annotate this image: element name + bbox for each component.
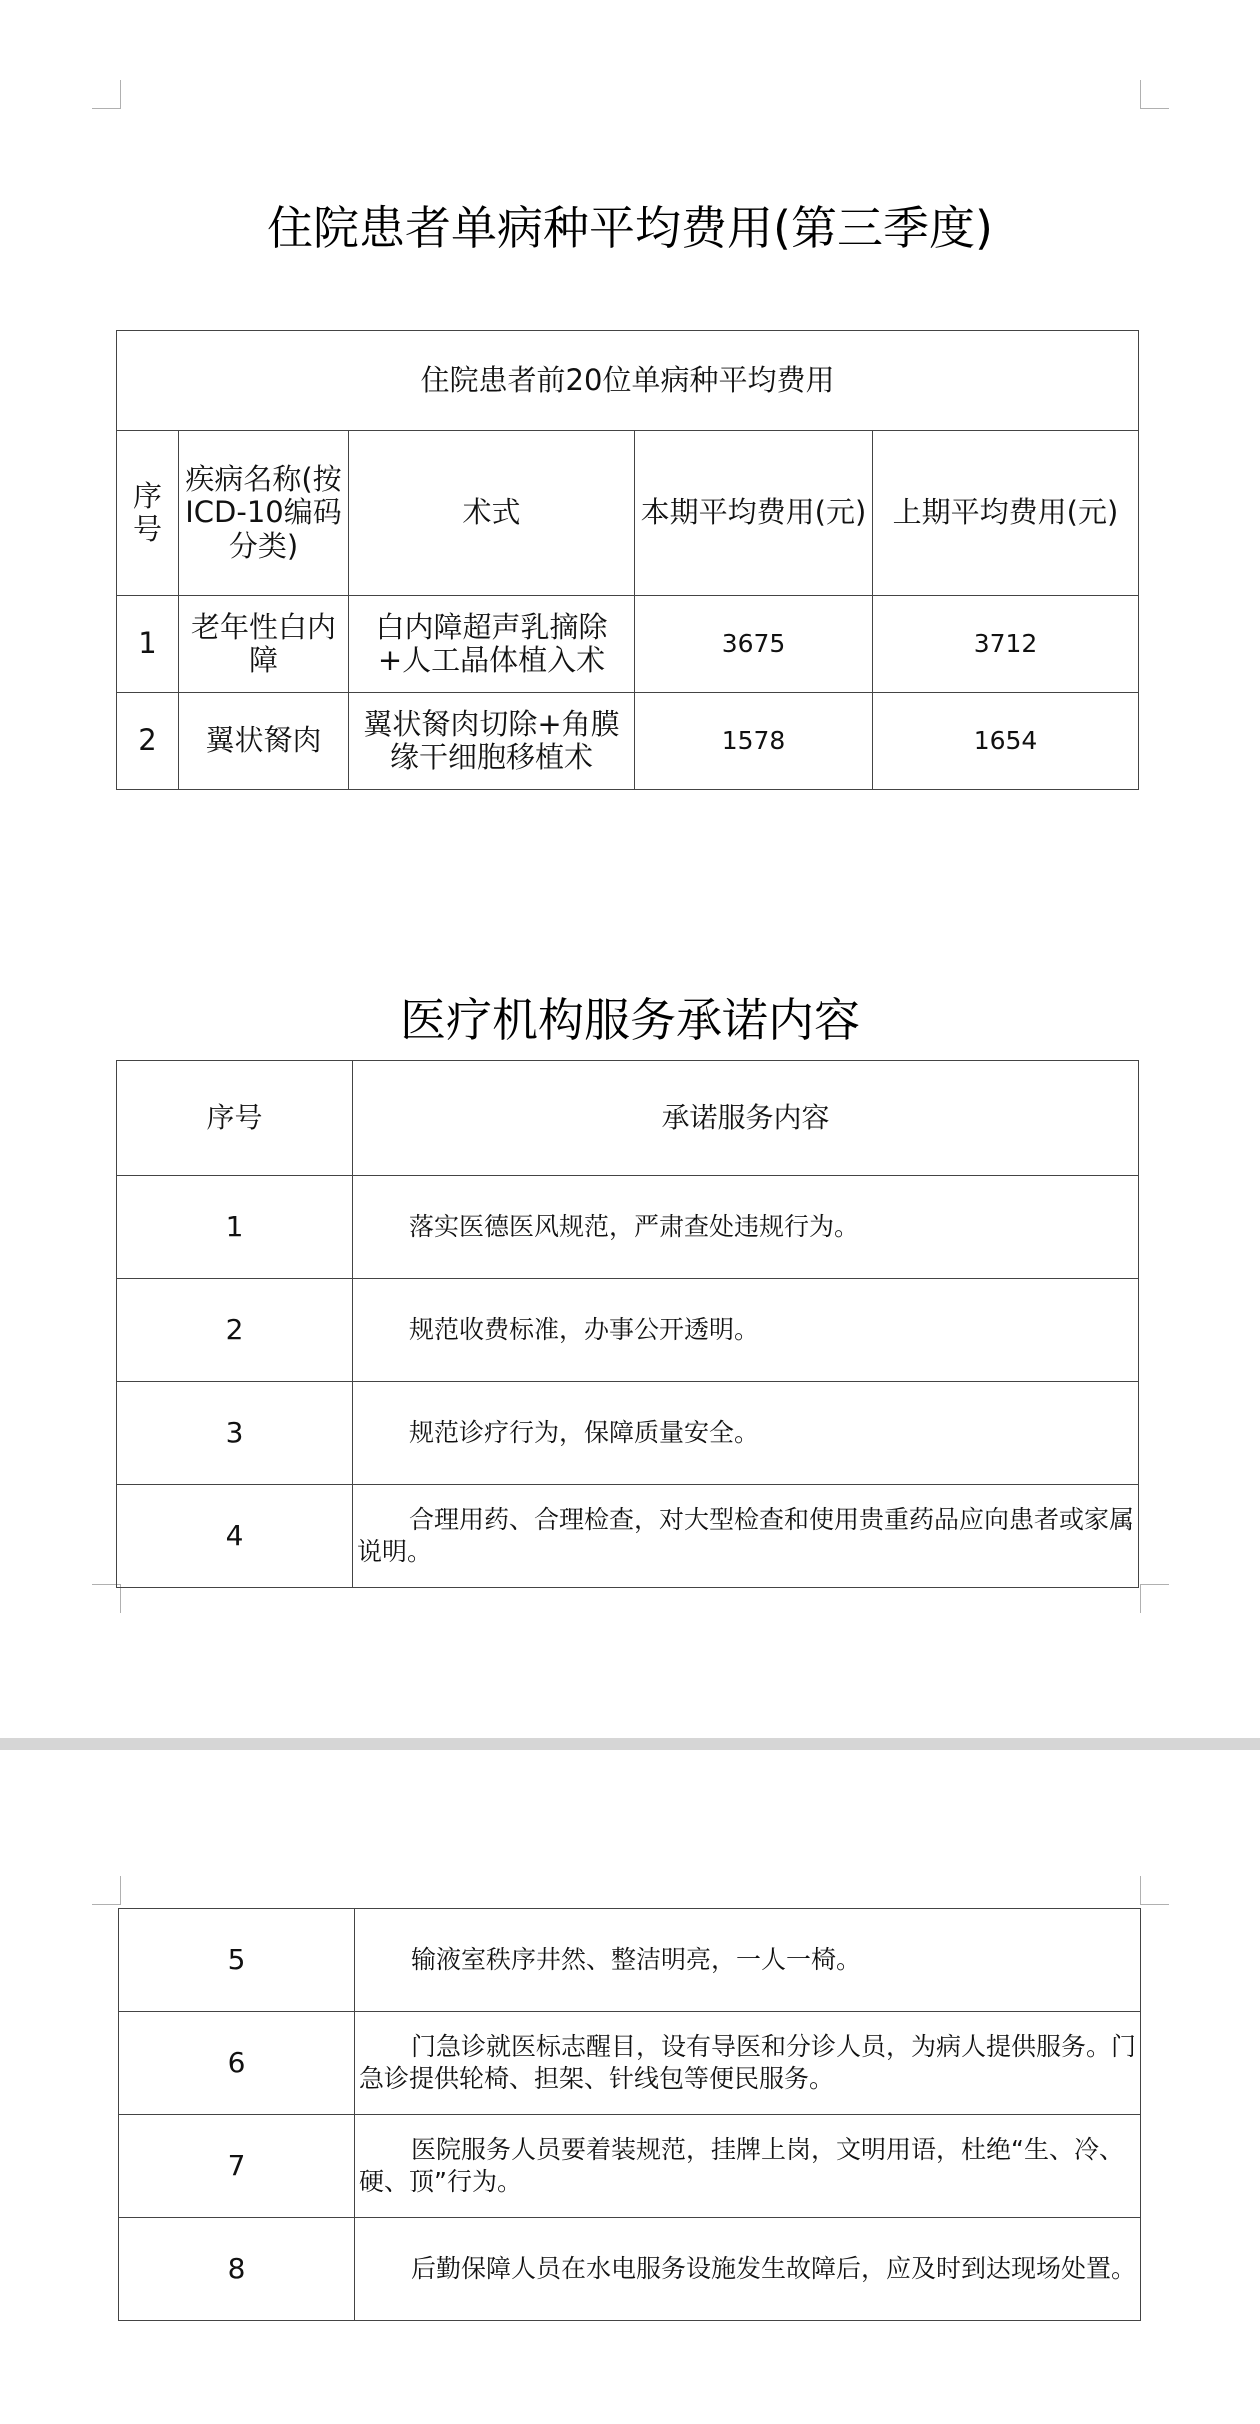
cell-disease: 老年性白内障 [179, 596, 349, 693]
table-row [119, 2218, 1141, 2321]
header-seq: 序号 [117, 431, 179, 596]
table-row [117, 1279, 1139, 1382]
cell-content: 门急诊就医标志醒目，设有导医和分诊人员，为病人提供服务。门急诊提供轮椅、担架、针线包等便民服务。 [355, 2012, 1141, 2115]
header-seq: 序号 [117, 1061, 353, 1176]
table-row [119, 2012, 1141, 2115]
cell-seq: 1 [117, 596, 179, 693]
table-row [117, 1176, 1139, 1279]
header-current-cost: 本期平均费用(元) [635, 431, 873, 596]
cell-content: 合理用药、合理检查，对大型检查和使用贵重药品应向患者或家属说明。 [353, 1485, 1139, 1588]
cell-surgery: 白内障超声乳摘除+人工晶体植入术 [349, 596, 635, 693]
cell-disease: 翼状胬肉 [179, 693, 349, 790]
cell-current-cost: 1578 [635, 693, 873, 790]
cell-surgery: 翼状胬肉切除+角膜缘干细胞移植术 [349, 693, 635, 790]
header-surgery: 术式 [349, 431, 635, 596]
cell-content: 医院服务人员要着装规范，挂牌上岗，文明用语，杜绝“生、冷、硬、顶”行为。 [355, 2115, 1141, 2218]
page-corner-mark [1140, 1876, 1169, 1905]
cell-content: 规范收费标准，办事公开透明。 [353, 1279, 1139, 1382]
cell-content: 落实医德医风规范，严肃查处违规行为。 [353, 1176, 1139, 1279]
table-row [117, 1485, 1139, 1588]
cell-content: 输液室秩序井然、整洁明亮，一人一椅。 [355, 1909, 1141, 2012]
page-corner-mark [92, 80, 121, 109]
commitment-table-continued [118, 1908, 1141, 2321]
cell-seq: 5 [119, 1909, 355, 2012]
cell-seq: 3 [117, 1382, 353, 1485]
page-2 [0, 1750, 1260, 2424]
header-previous-cost: 上期平均费用(元) [873, 431, 1139, 596]
cell-seq: 2 [117, 1279, 353, 1382]
header-disease: 疾病名称(按ICD-10编码分类) [179, 431, 349, 596]
section-title: 医疗机构服务承诺内容 [400, 993, 860, 1047]
table-row [119, 1909, 1141, 2012]
cell-seq: 8 [119, 2218, 355, 2321]
page-corner-mark [92, 1876, 121, 1905]
page-title: 住院患者单病种平均费用(第三季度) [267, 201, 993, 255]
cell-previous-cost: 3712 [873, 596, 1139, 693]
table-row [119, 2115, 1141, 2218]
page-corner-mark [1140, 80, 1169, 109]
cell-current-cost: 3675 [635, 596, 873, 693]
cell-seq: 4 [117, 1485, 353, 1588]
cell-content: 后勤保障人员在水电服务设施发生故障后，应及时到达现场处置。 [355, 2218, 1141, 2321]
page-separator [0, 1738, 1260, 1750]
cell-seq: 6 [119, 2012, 355, 2115]
commitment-table [116, 1060, 1139, 1588]
table-caption: 住院患者前20位单病种平均费用 [117, 331, 1139, 431]
table-row [117, 1382, 1139, 1485]
cell-seq: 7 [119, 2115, 355, 2218]
cell-content: 规范诊疗行为，保障质量安全。 [353, 1382, 1139, 1485]
cell-seq: 2 [117, 693, 179, 790]
header-content: 承诺服务内容 [353, 1061, 1139, 1176]
page-corner-mark [92, 1584, 121, 1613]
table-row [117, 596, 1139, 693]
cell-seq: 1 [117, 1176, 353, 1279]
page-corner-mark [1140, 1584, 1169, 1613]
table-row [117, 693, 1139, 790]
cost-table [116, 330, 1139, 790]
cell-previous-cost: 1654 [873, 693, 1139, 790]
